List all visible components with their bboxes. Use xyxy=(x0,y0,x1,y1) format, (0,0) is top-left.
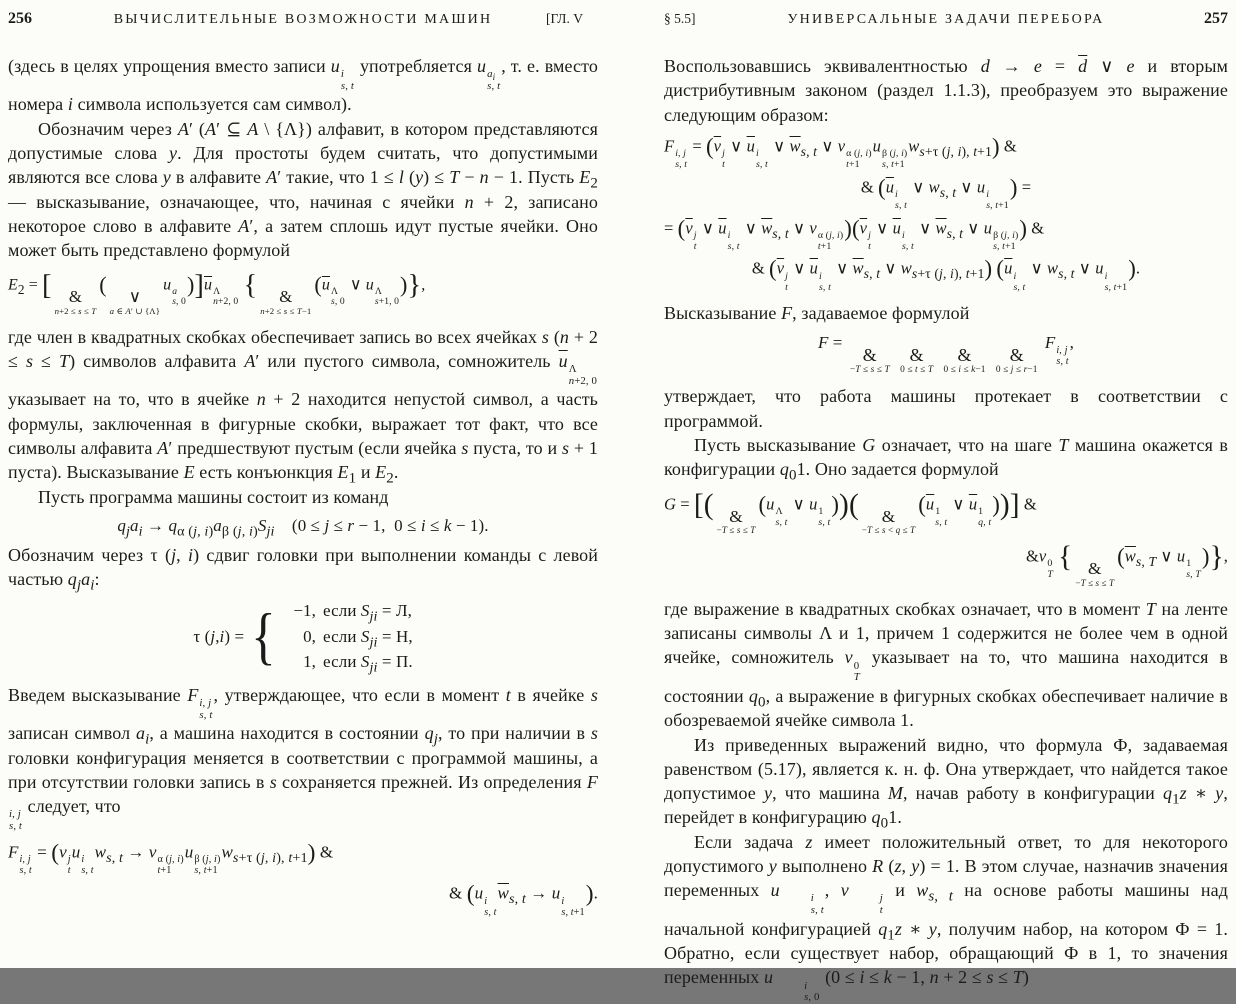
paragraph: Воспользовавшись эквивалентностью $d \to e = \overline{d}$ ∨ e и вторым дистрибутивным законом (раздел 1.1.3), преобразуем это выражение следующим образом: xyxy=(664,56,1229,125)
formula-line: G = [( & −T ≤ s ≤ T (u Λ s, t ∨ u 1 s, t ))( & −T ≤ s < q ≤ T ($\overline{u}$ 1 s, t ∨ $\overline{u}$ 1 q, t ))] & xyxy=(664,488,1037,536)
running-header-left xyxy=(8,10,598,28)
paragraph: Пусть программа машины состоит из команд xyxy=(38,486,389,507)
chapter-ref: [ГЛ. V xyxy=(546,11,583,26)
paragraph: Пусть высказывание G означает, что на шаге T машина окажется в конфигурации $q_01$. Оно задается формулой xyxy=(664,434,1228,484)
paragraph: утверждает, что работа машины протекает в соответствии с программой. xyxy=(664,386,1228,431)
right-page-body xyxy=(664,54,1228,1004)
display-formula-e2: $E_2$ = [ & n+2 ≤ s ≤ T ( ∨ a ∈ A′ ∪ {Λ} u a s, 0 )]$\overline{u}$ Λ n+2, 0 { & n+2 ≤ s ≤ T−1 ($\overline{u}$ Λ s, 0 ∨ u Λ s+1, 0 )}, xyxy=(8,269,426,316)
right-page xyxy=(618,0,1236,1004)
display-formula-f-def xyxy=(8,840,598,919)
left-page xyxy=(0,0,618,968)
page-number: 257 xyxy=(1204,10,1228,27)
running-title: ВЫЧИСЛИТЕЛЬНЫЕ ВОЗМОЖНОСТИ МАШИН xyxy=(113,12,493,27)
formula-line: & ($\overline{u}$ i s, t ∨ $w_{s, t}$ ∨ u i s, t+1 ) = xyxy=(860,174,1032,211)
display-formula-f-conjunction: F = & −T ≤ s ≤ T & 0 ≤ t ≤ T & 0 ≤ i ≤ k−1 & 0 ≤ j ≤ r−1 F i, j s, t , xyxy=(817,332,1075,375)
formula-line: = ($\overline{v}$ j t ∨ $\overline{u}$ i s, t ∨ $\overline{w}_{s, t}$ ∨ v α (j, i) t+1 )($\overline{v}$ j t ∨ $\overline{u}$ i s, t ∨ $\overline{w}_{s, t}$ ∨ u β (j, i) s, t+1 ) & xyxy=(664,215,1045,252)
display-formula-g xyxy=(664,489,1228,589)
paragraph: Высказывание F, задаваемое формулой xyxy=(664,303,970,324)
paragraph: (здесь в целях упрощения вместо записи u i s, t употребляется u $a_i$ s, t , т. е. вместо номера i символа используется сам символ). xyxy=(8,56,598,115)
formula-line: & (u i s, t $\overline{w}_{s, t} \to u$ i s, t+1 ). xyxy=(449,881,598,918)
paragraph: Из приведенных выражений видно, что формула Ф, задаваемая равенством (5.17), является к. н. ф. Она утверждает, что найдется такое допустимое y, что машина M, начав работу в конфигурации $q_1z$ ∗ y, перейдет в конфигурацию $q_01$. xyxy=(664,734,1228,833)
section-ref: § 5.5] xyxy=(664,11,696,26)
paragraph: Обозначим через τ (j, i) сдвиг головки при выполнении команды с левой частью $q_ja_i$: xyxy=(8,544,599,594)
paragraph: Обозначим через A′ (A′ ⊆ A \ {Λ}) алфавит, в котором представляются допустимые слова y. Для простоты будем считать, что допустимыми являются все слова y в алфавите A′ такие, что 1 ≤ l (y) ≤ T − n − 1. Пусть $E_2$ — высказывание, означающее, что, начиная с ячейки n + 2, записано некоторое слово в алфавите A′, а затем сплошь идут пустые ячейки. Оно может быть представлено формулой xyxy=(8,118,599,261)
display-formula-command: $q_ja_i \to q_{\alpha (j, i)}a_{\beta (j, i)}S_{ji}$ (0 ≤ j ≤ r − 1, 0 ≤ i ≤ k − 1). xyxy=(117,515,489,540)
formula-line: F i, j s, t = ($\overline{v}$ j t ∨ $\overline{u}$ i s, t ∨ $\overline{w}_{s, t}$ ∨ v α (j, i) t+1 u β (j, i) s, t+1 $w_{s+\tau (j, i), t+1}$) & xyxy=(664,133,1017,171)
running-header-right xyxy=(664,10,1228,28)
paragraph: где выражение в квадратных скобках означает, что в момент T на ленте записаны символы Λ и 1, причем 1 содержится не более чем в одной ячейке, сомножитель v 0 T указывает на то, что машина находится в состоянии $q_0$, а выражение в фигурных скобках обеспечивает наличие в обозреваемой ячейке символа 1. xyxy=(664,598,1229,731)
paragraph: Введем высказывание F i, j s, t , утверждающее, что если в момент t в ячейке s записан символ $a_i$, а машина находится в состоянии $q_j$, то при наличии в s головки конфигурация меняется в соответствии с программой машины, а при отсутствии головки запись в s сохраняется прежней. Из определения F i, j s, t следует, что xyxy=(8,684,598,833)
paragraph: где член в квадратных скобках обеспечивает запись во всех ячейках s (n + 2 ≤ s ≤ T) символов алфавита A′ или пустого символа, сомножитель $\overline{u}$ Λ n+2, 0 указывает на то, что в ячейке n + 2 находится непустой символ, а часть формулы, заключенная в фигурные скобки, выражает тот факт, что все символы алфавита A′ предшествуют пустым (если ячейка s пуста, то и s + 1 пуста). Высказывание E есть конъюнкция $E_1$ и $E_2$. xyxy=(8,326,598,487)
display-formula-tau-cases: τ ( j , i ) = { −1, если $S_{ji} = Л$, 0, если $S_{ji} = Н$, 1, если $S_{ji} = П$. xyxy=(193,600,413,676)
left-page-body xyxy=(8,54,598,919)
display-formula-f-cnf xyxy=(664,134,1228,293)
page-number: 256 xyxy=(8,10,32,27)
running-title: УНИВЕРСАЛЬНЫЕ ЗАДАЧИ ПЕРЕБОРА xyxy=(787,12,1105,27)
paragraph: Если задача z имеет положительный ответ, то для некоторого допустимого y выполнено R (z, y) = 1. В этом случае, назначив значения переменных u i s, t , v j t и $w_{s, t}$ на основе работы машины над начальной конфигурацией $q_1z$ ∗ y, получим набор, на котором Ф = 1. Обратно, если существует набор, обращающий Ф в 1, то значения переменных u i s, 0 (0 ≤ i ≤ k − 1, n + 2 ≤ s ≤ T) xyxy=(664,831,1229,1004)
formula-line: F i, j s, t = (v j t u i s, t $w_{s, t} \to v$ α (j, i) t+1 u β (j, i) s, t+1 $w_{s+\tau (j, i), t+1}$) & xyxy=(8,839,334,877)
formula-line: &v 0 T { & −T ≤ s ≤ T ($\overline{w}_{s, T}$ ∨ u 1 s, T )}, xyxy=(1025,540,1228,588)
formula-line: & ($\overline{v}$ j t ∨ $\overline{u}$ i s, t ∨ $\overline{w}_{s, t}$ ∨ $w_{s+\tau (j, i), t+1}$) ($\overline{u}$ i s, t ∨ $w_{s, t}$ ∨ u i s, t+1 ). xyxy=(751,256,1141,293)
